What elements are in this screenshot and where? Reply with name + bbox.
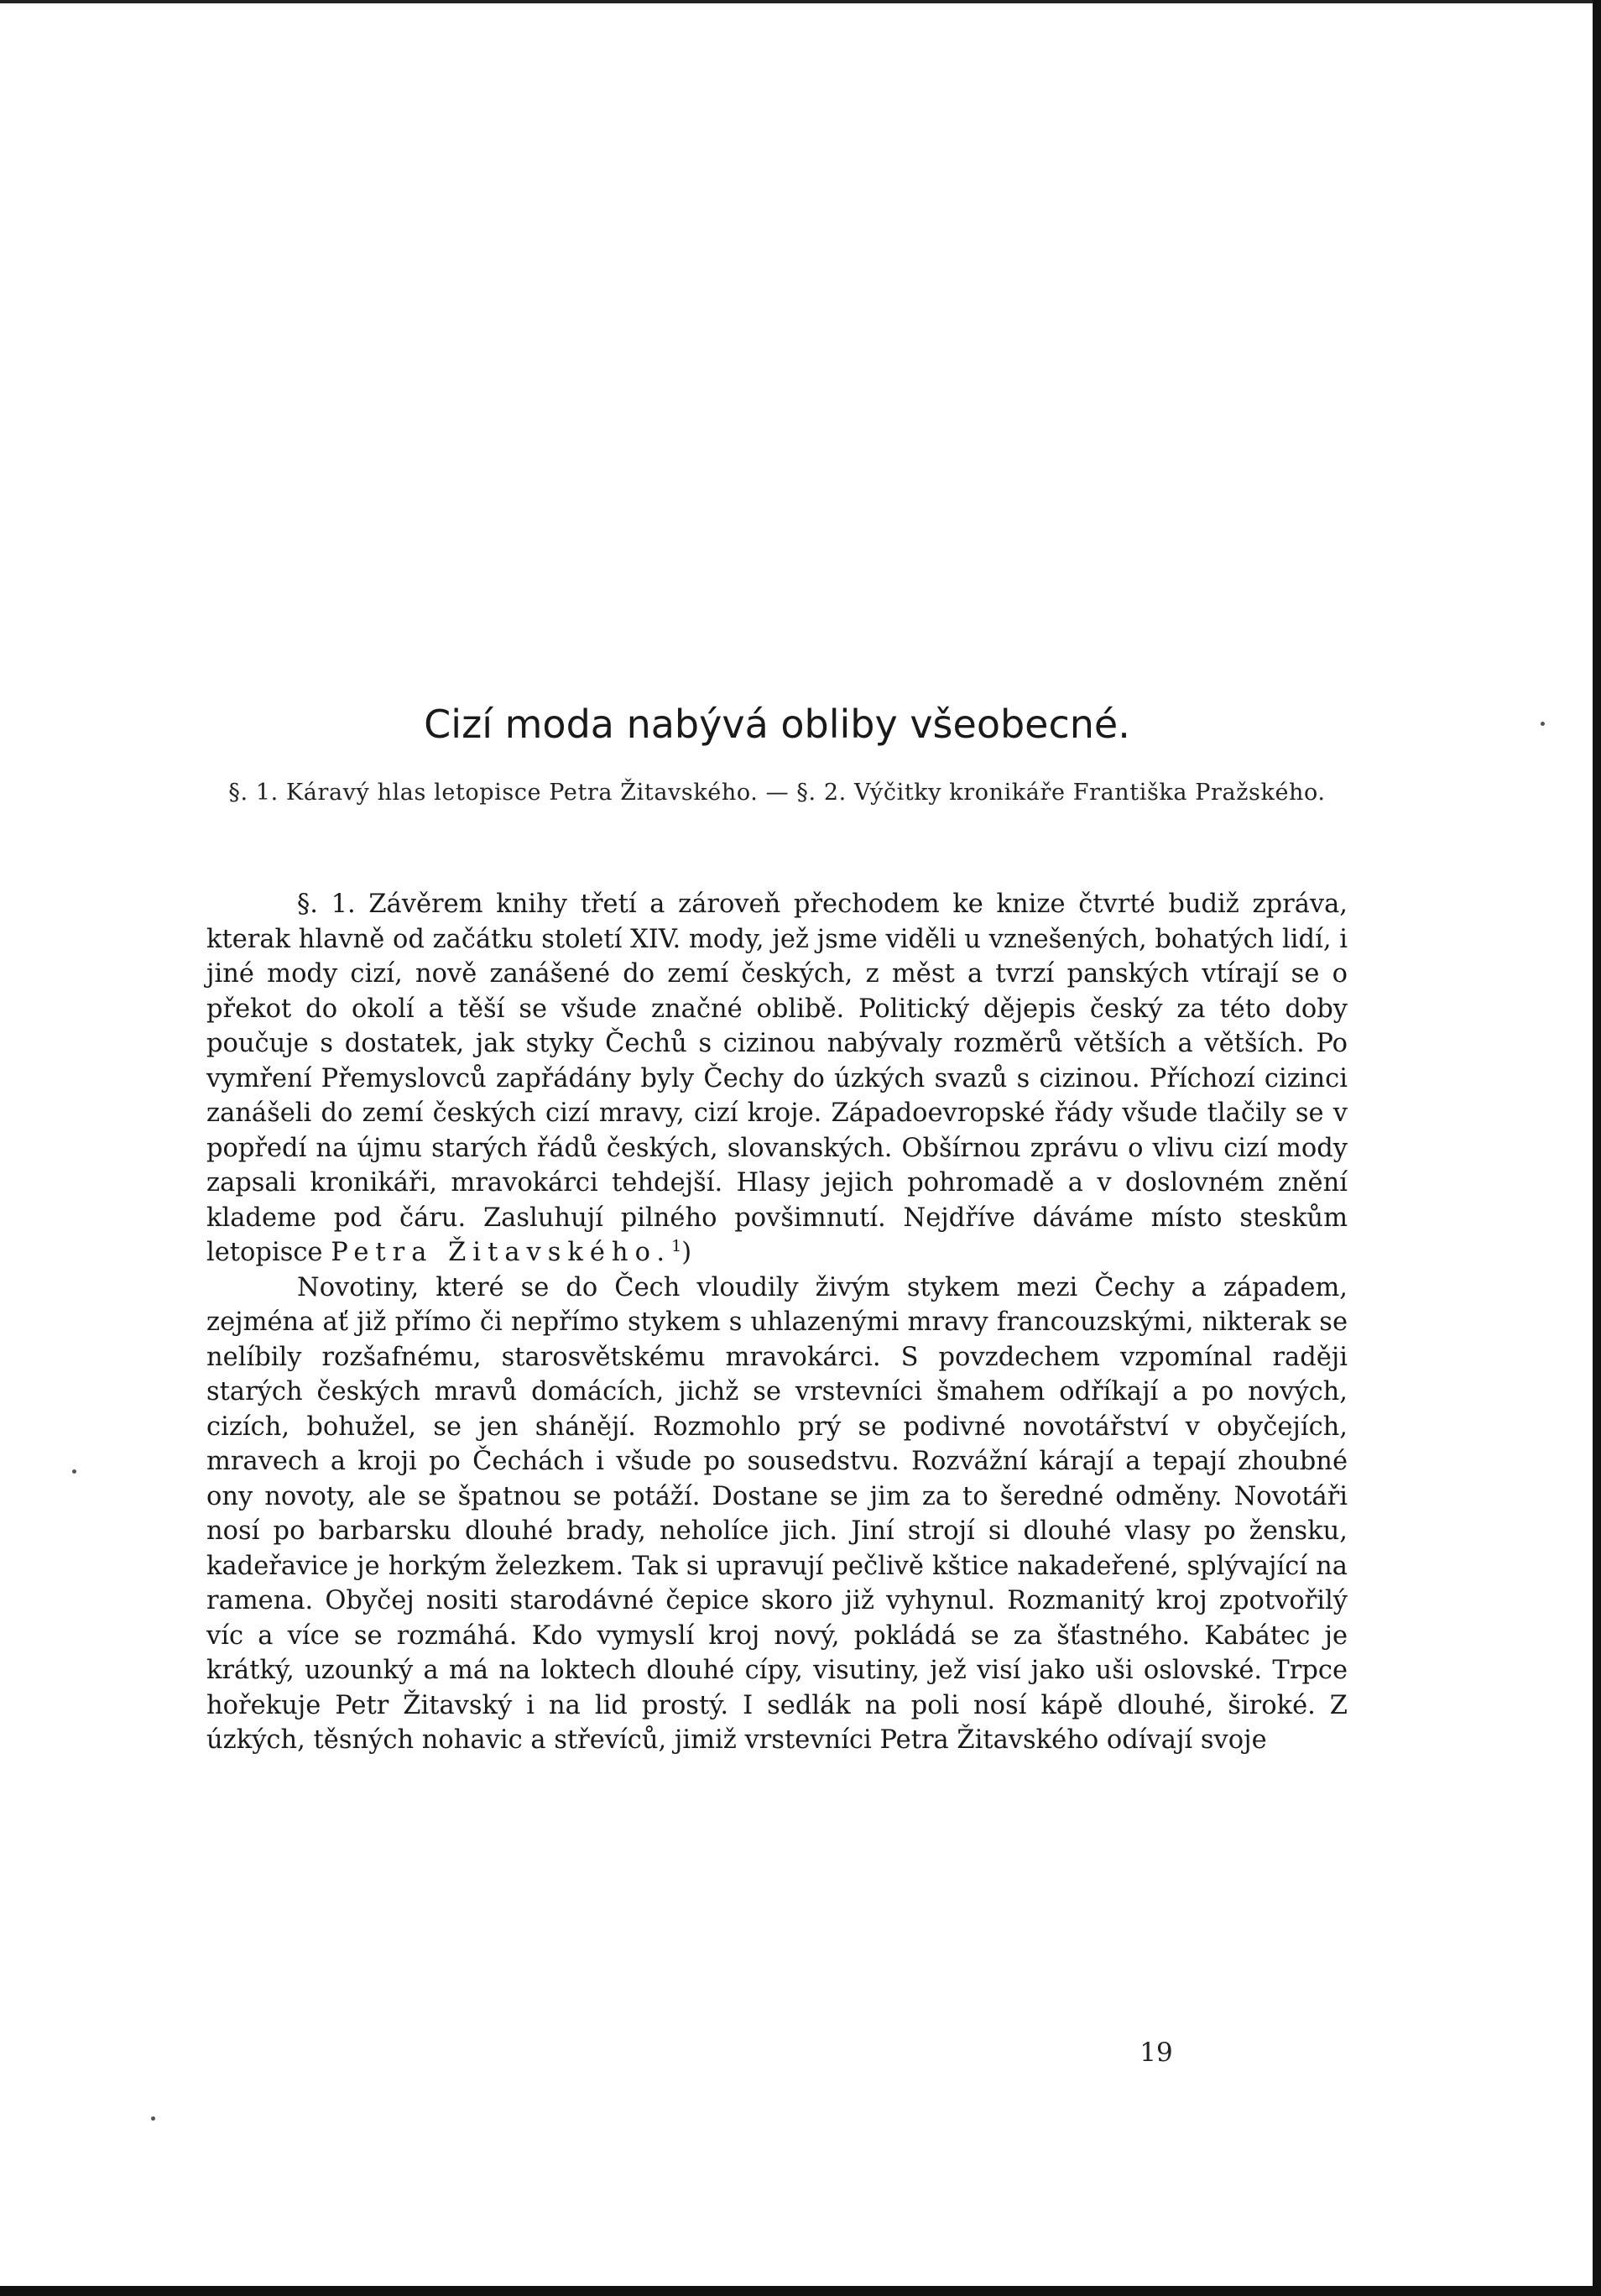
author-name-spaced: Petra Žitavského. (331, 1238, 672, 1267)
paragraph-1-text: §. 1. Závěrem knihy třetí a zároveň přechodem ke knize čtvrté budiž zpráva, kterak hlavně od začátku století XIV. mody, jež jsme viděli u vznešených, bohatých lidí, i jiné mody cizí, nově zanášené do zemí českých, z měst a tvrzí panských vtírají se o překot do okolí a těší se všude značné oblibě. Politický dějepis český za této doby poučuje s dostatek, jak styky Čechů s cizinou nabývaly rozměrů větších a větších. Po vymření Přemyslovců zapřádány byly Čechy do úzkých svazů s cizinou. Příchozí cizinci zanášeli do zemí českých cizí mravy, cizí kroje. Západoevropské řády všude tlačily se v popředí na újmu starých řádů českých, slovanských. Obšírnou zprávu o vlivu cizí mody zapsali kronikáři, mravokárci tehdejší. Hlasy jejich pohromadě a v doslovném znění klademe pod čáru. Zasluhují pilného povšimnutí. Nejdříve dáváme místo steskům letopisce (206, 890, 1348, 1267)
page-top-edge (0, 0, 1601, 3)
page-bottom-edge (0, 2286, 1601, 2296)
page-number: 19 (1139, 2038, 1173, 2068)
paragraph-1 (206, 887, 1348, 1271)
footnote-reference-paren: ) (681, 1238, 692, 1267)
paragraph-2: Novotiny, které se do Čech vloudily živým stykem mezi Čechy a západem, zejména ať již přímo či nepřímo stykem s uhlazenými mravy francouzskými, nikterak se nelíbily rozšafnému, starosvětskému mravokárci. S povzdechem vzpomínal raději starých českých mravů domácích, jichž se vrstevníci šmahem odříkají a po nových, cizích, bohužel, se jen shánějí. Rozmohlo prý se podivné novotářství v obyčejích, mravech a kroji po Čechách i všude po sousedstvu. Rozvážní kárají a tepají zhoubné ony novoty, ale se špatnou se potáží. Dostane se jim za to šeredné odměny. Novotáři nosí po barbarsku dlouhé brady, neholíce jich. Jiní strojí si dlouhé vlasy po žensku, kadeřavice je horkým železkem. Tak si upravují pečlivě kštice nakadeřené, splývající na ramena. Obyčej nositi starodávné čepice skoro již vyhynul. Rozmanitý kroj zpotvořilý víc a více se rozmáhá. Kdo vymyslí kroj nový, pokládá se za šťastného. Kabátec je krátký, uzounký a má na loktech dlouhé cípy, visutiny, jež visí jako uši oslovské. Trpce hořekuje Petr Žitavský i na lid prostý. I sedlák na poli nosí kápě dlouhé, široké. Z úzkých, těsných nohavic a střevíců, jimiž vrstevníci Petra Žitavského odívají svoje (206, 1272, 1348, 1755)
footnote-reference: 1 (671, 1236, 682, 1255)
body-text (206, 887, 1348, 1758)
chapter-summary: §. 1. Káravý hlas letopisce Petra Žitavského. — §. 2. Výčitky kronikáře Františka Pražského. (228, 780, 1326, 806)
chapter-title: Cizí moda nabývá obliby všeobecné. (424, 702, 1130, 747)
scan-speck (72, 1469, 76, 1474)
scan-speck (1541, 722, 1545, 726)
scan-speck (151, 2116, 155, 2121)
page-right-edge (1593, 0, 1601, 2296)
